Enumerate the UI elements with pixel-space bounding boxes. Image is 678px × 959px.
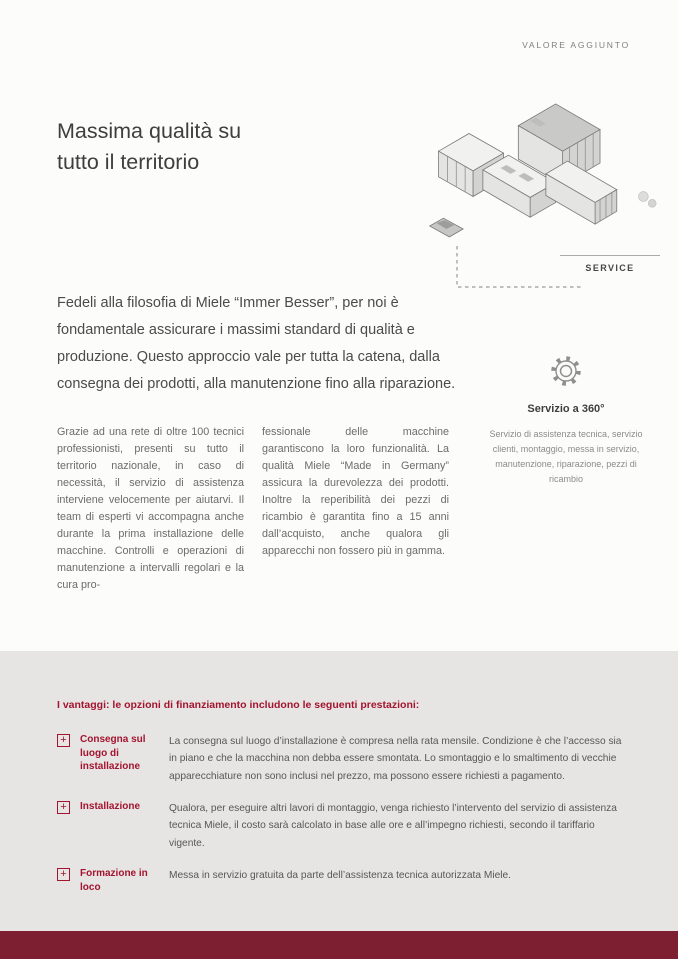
benefit-row-delivery — [57, 733, 638, 785]
benefit-rows — [57, 733, 638, 894]
benefit-labelcol — [57, 867, 169, 894]
benefit-labelcol — [57, 733, 169, 785]
benefit-text: La consegna sul luogo d’installazione è compresa nella rata mensile. Condizione è che l’accesso sia in piano e che la macchina non debba essere smontata. Lo smontaggio e lo smaltimento di vecchie apparecchiature non sono inclusi nel prezzo, ma possono essere richiesti a pagamento. — [169, 736, 622, 782]
body-column-2: fessionale delle macchine garantiscono la loro funzionalità. La qualità Miele “Made in Germany” assicura la durevolezza dei prodotti. Inoltre la reperibilità dei pezzi di ricambio è garantita fino a 15 anni dall’acquisto, anche qualora gli apparecchi non fossero più in gamma. — [262, 426, 449, 558]
gear-icon — [547, 352, 585, 395]
benefit-label: Formazione in loco — [80, 868, 148, 893]
benefit-row-installation — [57, 800, 638, 852]
body-column-1: Grazie ad una rete di oltre 100 tecnici professionisti, presenti su tutto il territorio nazionale, in caso di necessità, il servizio di assistenza interviene velocemente per aiutarvi. Il team di esperti vi accompagna anche durante la prima installazione delle macchine. Controlli e operazioni di manutenzione a intervalli regolari e la cura pro- — [57, 426, 244, 592]
body-text-columns — [57, 424, 449, 594]
page-title: Massima qualità su tutto il territorio — [57, 119, 242, 174]
benefit-label: Consegna sul luogo di installazione — [80, 734, 146, 772]
intro-paragraph: Fedeli alla filosofia di Miele “Immer Besser”, per noi è fondamentale assicurare i massimi standard di qualità e produzione. Questo approccio vale per tutta la catena, dalla consegna dei prodotti, alla manutenzione fino alla riparazione. — [57, 295, 456, 392]
benefit-text: Qualora, per eseguire altri lavori di montaggio, venga richiesto l’intervento del servizio di assistenza tecnica Miele, il costo sarà calcolato in base alle ore e all’impegno richiesti, secondo il tariffario vigente. — [169, 803, 617, 849]
plus-icon: + — [57, 801, 70, 814]
car-icon — [430, 218, 463, 237]
page-kicker: VALORE AGGIUNTO — [522, 40, 630, 50]
plus-icon: + — [57, 868, 70, 881]
plus-icon: + — [57, 734, 70, 747]
benefits-section — [0, 651, 678, 931]
service-title: Servizio a 360° — [527, 403, 605, 415]
benefits-heading: I vantaggi: le opzioni di finanziamento includono le seguenti prestazioni: — [57, 699, 420, 711]
service-tag-label: SERVICE — [560, 255, 660, 273]
isometric-house-icon — [410, 74, 666, 256]
benefit-text: Messa in servizio gratuita da parte dell’assistenza tecnica autorizzata Miele. — [169, 870, 512, 882]
benefit-label: Installazione — [80, 801, 141, 813]
building-illustration — [410, 74, 666, 256]
footer-red-bar — [0, 931, 678, 959]
benefit-row-training — [57, 867, 638, 894]
service-aside — [478, 352, 654, 486]
service-caption: Servizio di assistenza tecnica, servizio clienti, montaggio, messa in servizio, manutenzione, riparazione, pezzi di ricambio — [489, 429, 643, 484]
benefit-labelcol — [57, 800, 169, 852]
